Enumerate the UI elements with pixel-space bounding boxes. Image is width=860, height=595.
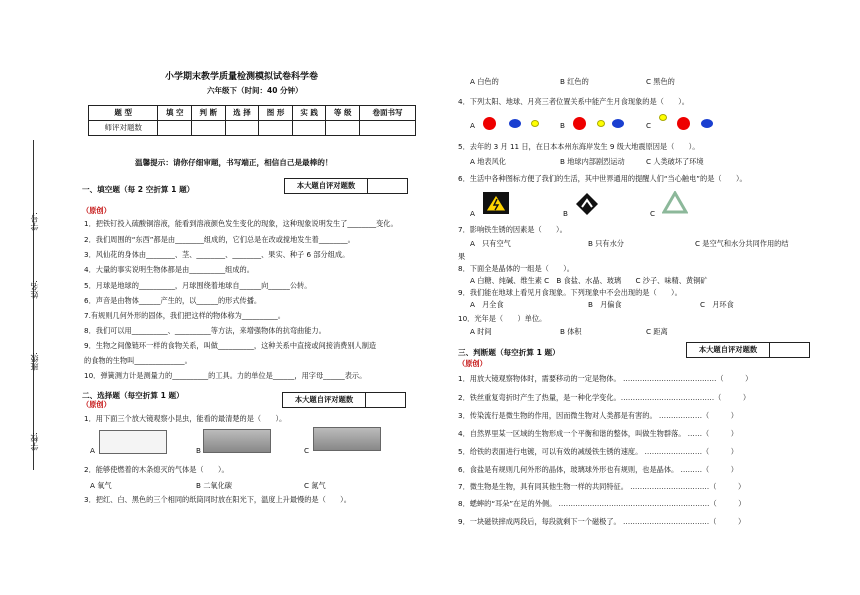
choice-q1-opt-a[interactable]: A xyxy=(90,446,95,455)
choice-q7-cont: 果 xyxy=(458,252,466,261)
judge-q5: 5．给铁的表面进行电镀，可以有效的减缓铁生锈的速度。 ……………………（ ） xyxy=(458,447,738,456)
score-header: 选 择 xyxy=(225,106,259,121)
score-header: 题 型 xyxy=(89,106,158,121)
fill-q10: 10．弹簧测力计是测量力的__________的工具。力的单位是______，用字母______表示。 xyxy=(84,371,367,380)
fill-q7: 7.有规则几何外形的固体，我们把这样的物体称为__________。 xyxy=(84,311,285,320)
judge-q2: 2．铁丝重复弯折时产生了热量，是一种化学变化。…………………………………（ ） xyxy=(458,393,751,402)
binding-line xyxy=(33,140,34,470)
section3-tag: （原创） xyxy=(458,359,487,368)
choice-q2: 2．能够使燃着的木条熄灭的气体是（ ）。 xyxy=(84,465,229,474)
choice-q3-opt-a[interactable]: A 白色的 xyxy=(470,77,499,86)
electric-warning-icon xyxy=(483,192,509,214)
choice-q4-opt-a[interactable]: A xyxy=(470,121,475,130)
choice-q7-opt-c[interactable]: C 是空气和水分共同作用的结 xyxy=(695,239,789,248)
fill-q4: 4．大量的事实说明生物体都是由__________组成的。 xyxy=(84,265,254,274)
magnifier-c-image xyxy=(313,427,381,451)
choice-q4-opt-c[interactable]: C xyxy=(646,121,652,130)
judge-q9: 9．一块磁铁摔成两段后，每段就剩下一个磁极了。 ………………………………（ ） xyxy=(458,517,746,526)
choice-q9-opt-a[interactable]: A 月全食 xyxy=(470,300,504,309)
score-cell[interactable] xyxy=(259,121,293,136)
choice-q10-opt-a[interactable]: A 时间 xyxy=(470,327,492,336)
score-header: 实 践 xyxy=(292,106,326,121)
section1-tag: （原创） xyxy=(82,206,111,215)
sun-icon xyxy=(677,117,690,130)
student-id-label: 学号: xyxy=(30,212,39,231)
fill-q8: 8．我们可以用__________、__________等方法，来增强物体的抗弯曲能力。 xyxy=(84,326,326,335)
choice-q10-opt-b[interactable]: B 体积 xyxy=(560,327,582,336)
choice-q3-opt-c[interactable]: C 黑色的 xyxy=(646,77,675,86)
score-cell[interactable] xyxy=(326,121,360,136)
choice-q3: 3．把红、白、黑色的三个相同的纸筒同时放在阳光下，温度上升最慢的是（ ）。 xyxy=(84,495,351,504)
exam-title: 小学期末教学质量检测模拟试卷科学卷 xyxy=(165,72,319,82)
recycle-icon xyxy=(662,191,688,215)
class-label: 班级: xyxy=(30,352,39,371)
choice-q8: 8．下面全是晶体的一组是（ ）。 xyxy=(458,264,574,273)
magnifier-b-image xyxy=(203,429,271,453)
section3-eval-label: 本大题自评对题数 xyxy=(687,343,770,357)
section3-eval-box xyxy=(686,342,810,358)
fill-q3: 3．风仙花的身体由________、茎、________、________、果实、种子 6 部分组成。 xyxy=(84,250,350,259)
score-header: 等 级 xyxy=(326,106,360,121)
choice-q1-opt-c[interactable]: C xyxy=(304,446,310,455)
choice-q6: 6．生活中各种图标方便了我们的生活，其中世界通用的提醒人们“当心触电”的是（ ）。 xyxy=(458,174,747,183)
choice-q9-opt-b[interactable]: B 月偏食 xyxy=(588,300,622,309)
section2-eval-label: 本大题自评对题数 xyxy=(283,393,366,407)
fill-q9: 9．生物之间像链环一样的食物关系，叫做__________，这种关系中直接或间接消费别人制造 xyxy=(84,341,377,350)
score-cell[interactable] xyxy=(225,121,259,136)
choice-q10: 10．光年是（ ）单位。 xyxy=(458,314,547,323)
choice-q9: 9．我们能在地球上看见月食现象。下列现象中不会出现的是（ ）。 xyxy=(458,288,682,297)
score-row-label: 师评对题数 xyxy=(89,121,158,136)
score-cell[interactable] xyxy=(158,121,192,136)
section3-title: 三、判断题（每空折算 1 题） xyxy=(458,348,560,357)
section1-eval-label: 本大题自评对题数 xyxy=(285,179,368,193)
judge-q6: 6．食盐是有规则几何外形的晶体，玻璃球外形也有规则，也是晶体。 ………（ ） xyxy=(458,465,738,474)
choice-q10-opt-c[interactable]: C 距离 xyxy=(646,327,668,336)
fill-q6: 6．声音是由物体______产生的，以______的形式传播。 xyxy=(84,296,262,305)
earth-icon xyxy=(612,119,624,128)
choice-q2-opt-c[interactable]: C 氮气 xyxy=(304,481,326,490)
choice-q1-opt-b[interactable]: B xyxy=(196,446,201,455)
fill-q2: 2．我们周围的“东西”都是由________组成的，它们总是在改或搅地发生着________。 xyxy=(84,235,355,244)
earth-icon xyxy=(509,119,521,128)
section1-title: 一、填空题（每 2 空折算 1 题） xyxy=(82,185,195,194)
choice-q7: 7．影响铁生锈的因素是（ ）。 xyxy=(458,225,567,234)
moon-icon xyxy=(659,114,667,121)
score-cell[interactable] xyxy=(192,121,226,136)
choice-q8-opts[interactable]: A 白糖、纯碱、维生素 C B 食盐、水晶、玻璃 C 沙子、味精、黄铜矿 xyxy=(470,276,708,285)
judge-q4: 4．自然界里某一区域的生物形成一个平衡和谐的整体，叫做生物群落。 ……（ ） xyxy=(458,429,738,438)
judge-q3: 3．传染流行是微生物的作用，因而微生物对人类都是有害的。 ………………（ ） xyxy=(458,411,738,420)
section1-eval-box xyxy=(284,178,408,194)
choice-q2-opt-a[interactable]: A 氧气 xyxy=(90,481,112,490)
choice-q9-opt-c[interactable]: C 月环食 xyxy=(700,300,734,309)
score-header: 判 断 xyxy=(192,106,226,121)
section2-title: 二、选择题（每空折算 1 题） xyxy=(82,391,184,400)
choice-q3-opt-b[interactable]: B 红色的 xyxy=(560,77,589,86)
section2-eval-box xyxy=(282,392,406,408)
fill-q9-cont: 的食物的生物叫______________。 xyxy=(84,356,192,365)
choice-q4: 4．下列太阳、地球、月亮三者位置关系中能产生月食现象的是（ ）。 xyxy=(458,97,689,106)
choice-q4-opt-b[interactable]: B xyxy=(560,121,565,130)
section2-tag: （原创） xyxy=(82,400,111,409)
choice-q6-opt-c[interactable]: C xyxy=(650,209,656,218)
fill-q1: 1．把铁钉投入硫酸铜溶液，能看到溶液颜色发生变化的现象，这种现象说明发生了________变化。 xyxy=(84,219,398,228)
choice-q5-opt-b[interactable]: B 地球内部剧烈运动 xyxy=(560,157,625,166)
choice-q2-opt-b[interactable]: B 二氧化碳 xyxy=(196,481,232,490)
magnifier-a-image xyxy=(99,430,167,454)
score-cell[interactable] xyxy=(292,121,326,136)
score-header: 卷面书写 xyxy=(360,106,416,121)
sun-icon xyxy=(573,117,586,130)
score-header: 图 形 xyxy=(259,106,293,121)
choice-q5-opt-c[interactable]: C 人类破坏了环境 xyxy=(646,157,704,166)
choice-q6-opt-a[interactable]: A xyxy=(470,209,475,218)
score-header: 填 空 xyxy=(158,106,192,121)
tip-text: 温馨提示：请你仔细审题，书写端正，相信自己是最棒的！ xyxy=(135,158,333,167)
score-table xyxy=(88,105,416,136)
choice-q7-opt-b[interactable]: B 只有水分 xyxy=(588,239,624,248)
section3-eval-input[interactable] xyxy=(770,343,809,357)
choice-q6-opt-b[interactable]: B xyxy=(563,209,568,218)
choice-q5: 5．去年的 3 月 11 日，在日本本州东海岸发生 9 级大地震原因是（ ）。 xyxy=(458,142,700,151)
school-label: 学校: xyxy=(30,432,39,451)
exam-subtitle: 六年级下（时间：40 分钟） xyxy=(207,86,303,95)
fill-q5: 5．月球是地球的__________，月球围绕着地球自______向______公转。 xyxy=(84,281,312,290)
judge-q1: 1．用放大镜观察物体时，需要移动的一定是物体。 …………………………………（ ） xyxy=(458,374,753,383)
judge-q7: 7．微生物是生物，具有同其他生物一样的共同特征。 ……………………………（ ） xyxy=(458,482,746,491)
choice-q5-opt-a[interactable]: A 地表风化 xyxy=(470,157,506,166)
choice-q7-opt-a[interactable]: A 只有空气 xyxy=(470,239,511,248)
judge-q8: 8．蟋蟀的“耳朵”在足的外侧。 ………………………………………………………（ ） xyxy=(458,499,746,508)
section1-eval-input[interactable] xyxy=(368,179,407,193)
moon-icon xyxy=(531,120,539,127)
score-cell[interactable] xyxy=(360,121,416,136)
moon-icon xyxy=(597,120,605,127)
sun-icon xyxy=(483,117,496,130)
choice-q1: 1．用下面三个放大镜观察小昆虫，能看的最清楚的是（ ）。 xyxy=(84,414,287,423)
student-name-label: 姓名: xyxy=(30,280,39,299)
section2-eval-input[interactable] xyxy=(366,393,405,407)
direction-sign-icon xyxy=(575,192,599,216)
earth-icon xyxy=(701,119,713,128)
